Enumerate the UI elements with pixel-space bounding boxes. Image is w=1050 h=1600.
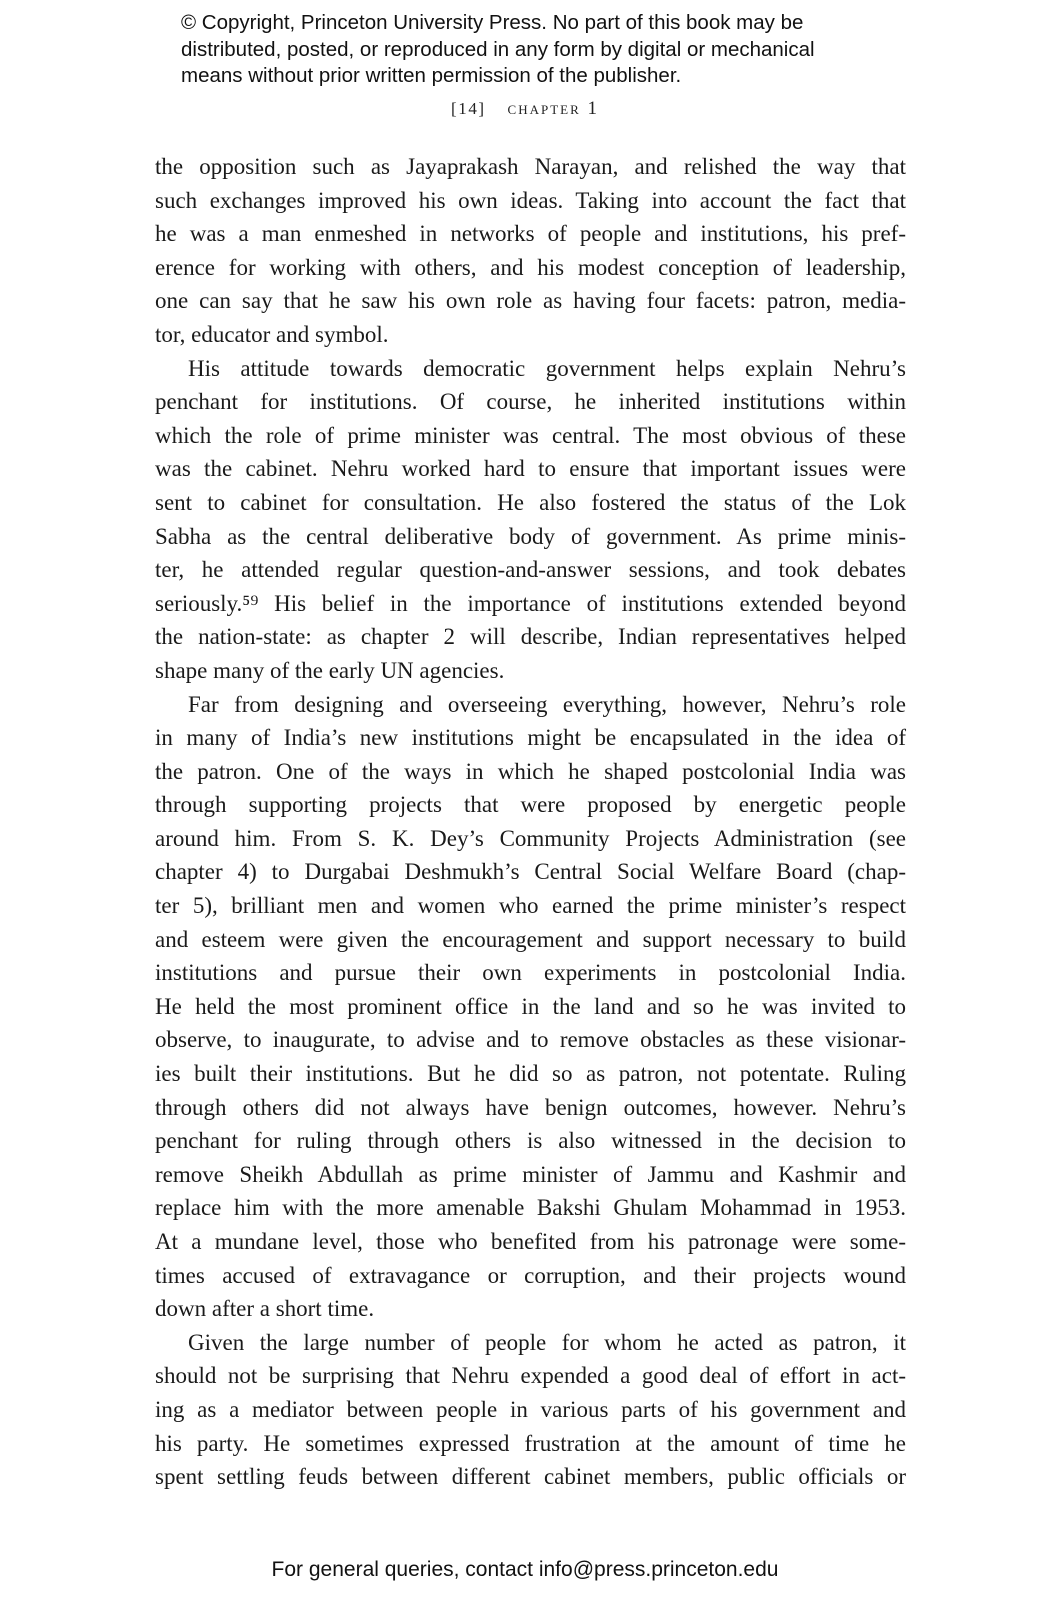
text-line: the opposition such as Jayaprakash Narayan, and relished the way that xyxy=(155,154,906,179)
text-line: one can say that he saw his own role as having four facets: patron, media- xyxy=(155,288,906,314)
text-line: Given the large number of people for whom he acted as patron, it xyxy=(188,1329,906,1355)
text-line: ter, he attended regular question-and-answer sessions, and took debates xyxy=(155,557,906,583)
text-line: the nation-state: as chapter 2 will describe, Indian representatives helped xyxy=(155,624,906,650)
copyright-notice xyxy=(181,10,921,90)
text-line: observe, to inaugurate, to advise and to remove obstacles as these visionar- xyxy=(155,1027,906,1053)
chapter-label: chapter 1 xyxy=(507,98,600,119)
text-line: replace him with the more amenable Bakshi Ghulam Mohammad in 1953. xyxy=(155,1195,906,1221)
text-line: such exchanges improved his own ideas. Taking into account the fact that xyxy=(155,187,906,213)
text-line: seriously.⁵⁹ His belief in the importance of institutions extended beyond xyxy=(155,590,906,616)
text-line: through supporting projects that were proposed by energetic people xyxy=(155,792,906,818)
text-line: He held the most prominent office in the land and so he was invited to xyxy=(155,993,906,1019)
text-line: down after a short time. xyxy=(155,1296,375,1322)
text-line: around him. From S. K. Dey’s Community Projects Administration (see xyxy=(155,825,906,851)
text-line: sent to cabinet for consultation. He also fostered the status of the Lok xyxy=(155,489,906,515)
text-line: chapter 4) to Durgabai Deshmukh’s Central Social Welfare Board (chap- xyxy=(155,859,906,885)
text-line: Far from designing and overseeing everything, however, Nehru’s role xyxy=(188,691,906,717)
text-line: At a mundane level, those who benefited from his patronage were some- xyxy=(155,1229,906,1254)
copyright-line: means without prior written permission of the publisher. xyxy=(181,64,682,87)
copyright-line: © Copyright, Princeton University Press. No part of this book may be xyxy=(181,11,804,34)
text-line: spent settling feuds between different cabinet members, public officials or xyxy=(155,1464,906,1490)
text-line: should not be surprising that Nehru expended a good deal of effort in act- xyxy=(155,1363,906,1389)
copyright-line: distributed, posted, or reproduced in any form by digital or mechanical xyxy=(181,37,815,61)
text-line: through others did not always have benign outcomes, however. Nehru’s xyxy=(155,1094,906,1120)
text-line: which the role of prime minister was central. The most obvious of these xyxy=(155,422,906,448)
text-line: the patron. One of the ways in which he shaped postcolonial India was xyxy=(155,758,906,784)
text-line: ter 5), brilliant men and women who earned the prime minister’s respect xyxy=(155,893,906,919)
footer-contact: For general queries, contact info@press.princeton.edu xyxy=(271,1558,779,1581)
body-text xyxy=(155,150,906,1494)
text-line: times accused of extravagance or corruption, and their projects wound xyxy=(155,1262,906,1288)
text-line: erence for working with others, and his modest conception of leadership, xyxy=(155,254,906,280)
text-line: His attitude towards democratic government helps explain Nehru’s xyxy=(188,355,906,381)
text-line: penchant for institutions. Of course, he inherited institutions within xyxy=(155,389,906,415)
text-line: shape many of the early UN agencies. xyxy=(155,657,505,683)
running-head xyxy=(0,98,1050,120)
text-line: ing as a mediator between people in various parts of his government and xyxy=(155,1396,906,1422)
text-line: Sabha as the central deliberative body of government. As prime minis- xyxy=(155,523,906,549)
text-line: was the cabinet. Nehru worked hard to ensure that important issues were xyxy=(155,456,906,482)
text-line: remove Sheikh Abdullah as prime minister of Jammu and Kashmir and xyxy=(155,1161,906,1187)
text-line: institutions and pursue their own experiments in postcolonial India. xyxy=(155,960,906,986)
text-line: tor, educator and symbol. xyxy=(155,321,389,347)
text-line: penchant for ruling through others is also witnessed in the decision to xyxy=(155,1128,906,1154)
text-line: and esteem were given the encouragement and support necessary to build xyxy=(155,926,906,952)
text-line: in many of India’s new institutions might be encapsulated in the idea of xyxy=(155,725,906,751)
text-line: his party. He sometimes expressed frustration at the amount of time he xyxy=(155,1430,906,1456)
text-line: ies built their institutions. But he did so as patron, not potentate. Ruling xyxy=(155,1061,906,1087)
page-number: [14] xyxy=(450,99,486,118)
text-line: he was a man enmeshed in networks of people and institutions, his pref- xyxy=(155,221,906,247)
